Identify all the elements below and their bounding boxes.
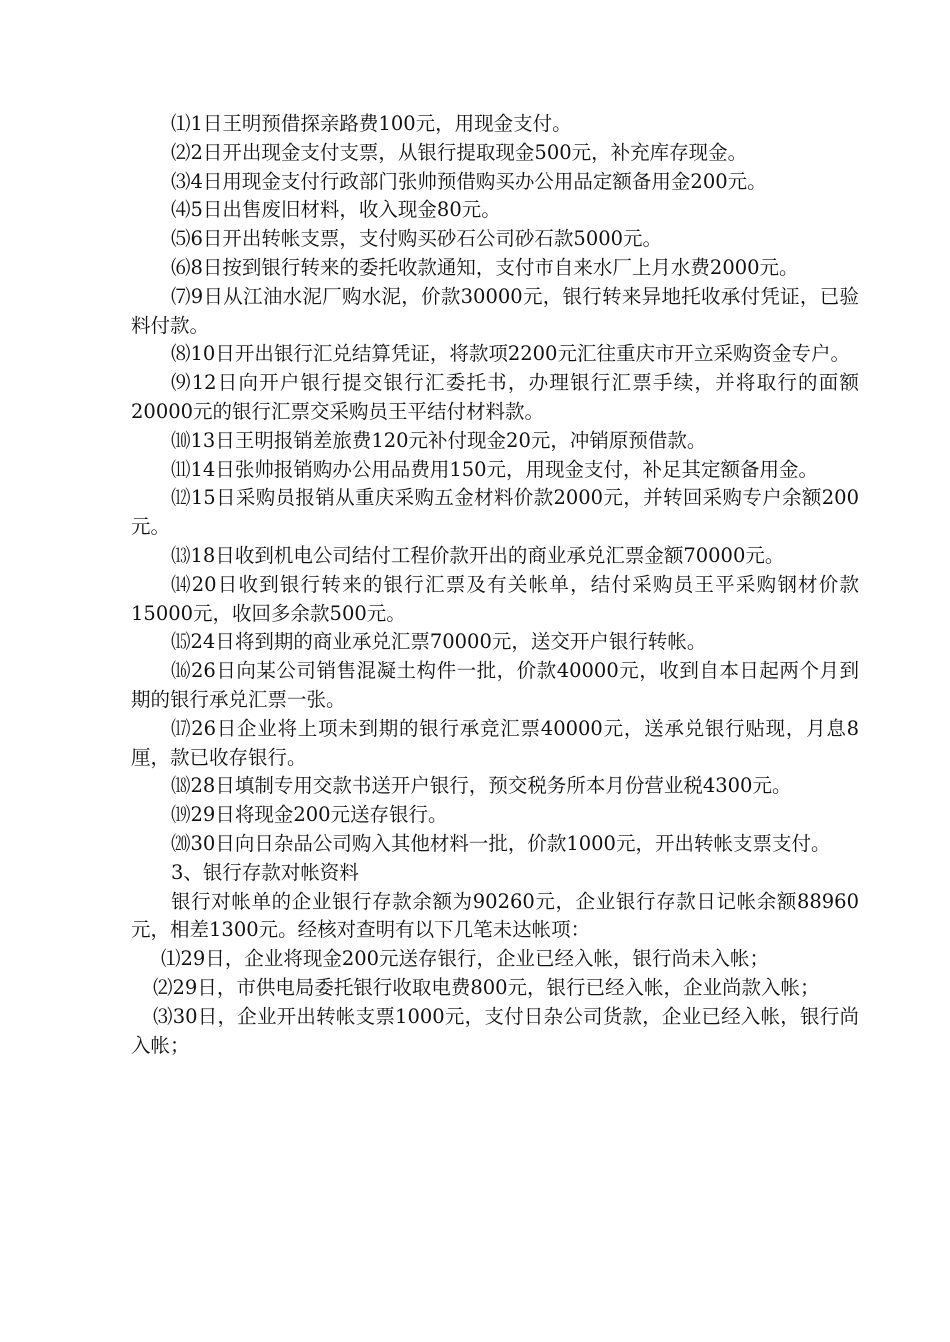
transaction-item-10: ⑽13日王明报销差旅费120元补付现金20元，冲销原预借款。 <box>171 428 707 452</box>
transaction-item-17: ⒄26日企业将上项未到期的银行承竞汇票40000元，送承兑银行贴现，月息8厘，款已收存银行。 <box>131 716 859 769</box>
transaction-item-12: ⑿15日采购员报销从重庆采购五金材料价款2000元，并转回采购专户余额200元。 <box>131 486 859 539</box>
section-heading: 3、银行存款对帐资料 <box>171 860 359 884</box>
section-intro: 银行对帐单的企业银行存款余额为90260元，企业银行存款日记帐余额88960元，相差1300元。经核对查明有以下几笔未达帐项： <box>131 889 859 942</box>
transaction-item-8: ⑻10日开出银行汇兑结算凭证，将款项2200元汇往重庆市开立采购资金专户。 <box>171 342 850 366</box>
transaction-item-6: ⑹8日按到银行转来的委托收款通知，支付市自来水厂上月水费2000元。 <box>171 255 799 279</box>
transaction-item-5: ⑸6日开出转帐支票，支付购买砂石公司砂石款5000元。 <box>171 227 663 251</box>
transaction-item-19: ⒆29日将现金200元送存银行。 <box>171 803 448 827</box>
transaction-item-1: ⑴1日王明预借探亲路费100元，用现金支付。 <box>171 112 572 135</box>
reconciliation-item-1: ⑴29日，企业将现金200元送存银行，企业已经入帐，银行尚未入帐； <box>161 947 770 971</box>
transaction-item-16: ⒃26日向某公司销售混凝土构件一批，价款40000元，收到自本日起两个月到期的银行承兑汇票一张。 <box>131 659 859 711</box>
transaction-item-15: ⒂24日将到期的商业承兑汇票70000元，送交开户银行转帐。 <box>171 630 707 654</box>
transaction-item-2: ⑵2日开出现金支付支票，从银行提取现金500元，补充库存现金。 <box>171 140 748 164</box>
transaction-item-14: ⒁20日收到银行转来的银行汇票及有关帐单，结付采购员王平采购钢材价款15000元，收回多余款500元。 <box>131 572 859 625</box>
transaction-item-9: ⑼12日向开户银行提交银行汇委托书，办理银行汇票手续，并将取行的面额20000元的银行汇票交采购员王平结付材料款。 <box>131 371 859 423</box>
transaction-item-11: ⑾14日张帅报销购办公用品费用150元，用现金支付，补足其定额备用金。 <box>171 457 819 481</box>
reconciliation-item-3: ⑶30日，企业开出转帐支票1000元，支付日杂公司货款，企业已经入帐，银行尚入帐； <box>131 1004 859 1057</box>
document-body <box>131 110 859 1060</box>
transaction-item-7: ⑺9日从江油水泥厂购水泥，价款30000元，银行转来异地托收承付凭证，已验料付款。 <box>131 284 859 337</box>
reconciliation-item-2: ⑵29日，市供电局委托银行收取电费800元，银行已经入帐，企业尚款入帐； <box>153 975 820 999</box>
transaction-item-20: ⒇30日向日杂品公司购入其他材料一批，价款1000元，开出转帐支票支付。 <box>171 831 831 855</box>
transaction-item-4: ⑷5日出售废旧材料，收入现金80元。 <box>171 198 501 222</box>
transaction-item-13: ⒀18日收到机电公司结付工程价款开出的商业承兑汇票金额70000元。 <box>171 543 785 567</box>
transaction-item-3: ⑶4日用现金支付行政部门张帅预借购买办公用品定额备用金200元。 <box>171 169 767 193</box>
transaction-item-18: ⒅28日填制专用交款书送开户银行，预交税务所本月份营业税4300元。 <box>171 774 792 798</box>
